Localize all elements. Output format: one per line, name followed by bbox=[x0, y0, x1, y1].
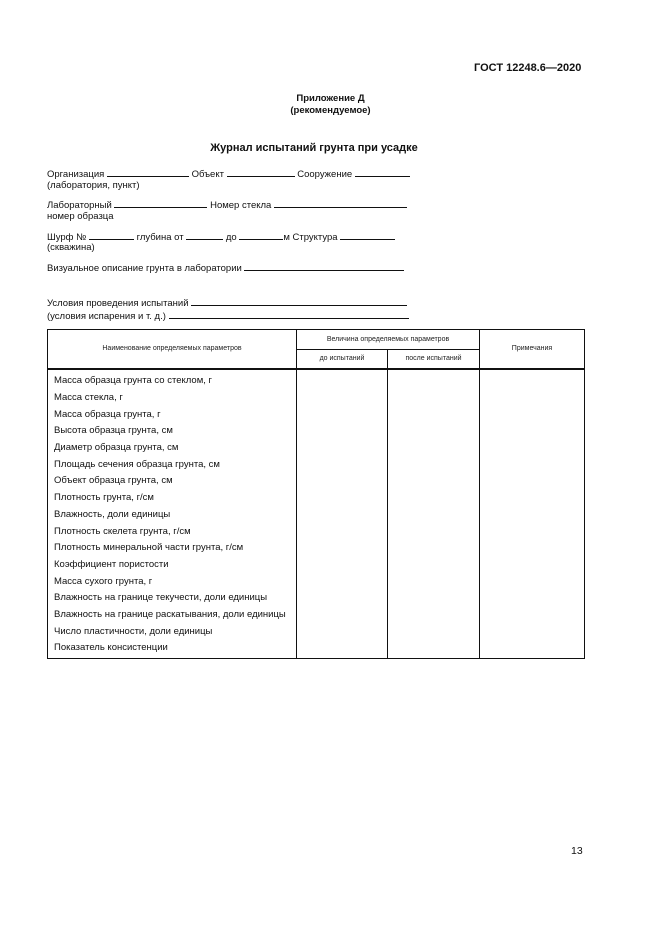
before-value-cell[interactable] bbox=[297, 640, 388, 659]
table-row bbox=[48, 589, 585, 606]
notes-cell[interactable] bbox=[480, 573, 585, 590]
depth-from-field[interactable] bbox=[186, 230, 223, 240]
after-value-cell[interactable] bbox=[388, 406, 480, 423]
param-name-cell: Влажность на границе текучести, доли единицы bbox=[48, 589, 297, 606]
before-value-cell[interactable] bbox=[297, 573, 388, 590]
before-value-cell[interactable] bbox=[297, 556, 388, 573]
journal-table bbox=[47, 329, 585, 659]
before-value-cell[interactable] bbox=[297, 423, 388, 440]
param-name-cell: Площадь сечения образца грунта, см bbox=[48, 456, 297, 473]
test-conditions-label: Условия проведения испытаний bbox=[47, 298, 189, 309]
param-name-cell: Масса образца грунта со стеклом, г bbox=[48, 369, 297, 390]
table-row bbox=[48, 369, 585, 390]
journal-title: Журнал испытаний грунта при усадке bbox=[210, 142, 418, 154]
after-value-cell[interactable] bbox=[388, 523, 480, 540]
structure-type-field[interactable] bbox=[340, 230, 395, 240]
header-notes: Примечания bbox=[480, 330, 585, 369]
table-row bbox=[48, 640, 585, 659]
depth-to-field[interactable] bbox=[239, 230, 283, 240]
header-after: после испытаний bbox=[388, 350, 480, 369]
param-name-cell: Высота образца грунта, см bbox=[48, 423, 297, 440]
header-value: Величина определяемых параметров bbox=[297, 330, 480, 350]
notes-cell[interactable] bbox=[480, 473, 585, 490]
borehole-note: (скважина) bbox=[47, 242, 95, 253]
lab-point-note: (лаборатория, пункт) bbox=[47, 180, 140, 191]
table-row bbox=[48, 439, 585, 456]
test-conditions-note-field[interactable] bbox=[169, 309, 409, 319]
param-name-cell: Объект образца грунта, см bbox=[48, 473, 297, 490]
after-value-cell[interactable] bbox=[388, 456, 480, 473]
table-row bbox=[48, 423, 585, 440]
form-line-test-conditions-note bbox=[47, 309, 409, 322]
notes-cell[interactable] bbox=[480, 369, 585, 390]
param-name-cell: Плотность скелета грунта, г/см bbox=[48, 523, 297, 540]
after-value-cell[interactable] bbox=[388, 389, 480, 406]
notes-cell[interactable] bbox=[480, 589, 585, 606]
form-line-pit bbox=[47, 230, 395, 243]
form-line-lab-number bbox=[47, 198, 407, 211]
after-value-cell[interactable] bbox=[388, 439, 480, 456]
pit-label: Шурф № bbox=[47, 232, 87, 243]
form-line-organization bbox=[47, 167, 410, 180]
table-row bbox=[48, 606, 585, 623]
test-conditions-field[interactable] bbox=[191, 296, 407, 306]
before-value-cell[interactable] bbox=[297, 606, 388, 623]
notes-cell[interactable] bbox=[480, 439, 585, 456]
notes-cell[interactable] bbox=[480, 389, 585, 406]
form-line-visual-description bbox=[47, 261, 404, 274]
before-value-cell[interactable] bbox=[297, 489, 388, 506]
page-number: 13 bbox=[571, 845, 583, 857]
table-row bbox=[48, 506, 585, 523]
notes-cell[interactable] bbox=[480, 606, 585, 623]
after-value-cell[interactable] bbox=[388, 369, 480, 390]
after-value-cell[interactable] bbox=[388, 606, 480, 623]
visual-description-label: Визуальное описание грунта в лаборатории bbox=[47, 263, 242, 274]
notes-cell[interactable] bbox=[480, 523, 585, 540]
glass-number-label: Номер стекла bbox=[210, 200, 272, 211]
before-value-cell[interactable] bbox=[297, 523, 388, 540]
before-value-cell[interactable] bbox=[297, 589, 388, 606]
before-value-cell[interactable] bbox=[297, 623, 388, 640]
after-value-cell[interactable] bbox=[388, 539, 480, 556]
table-row bbox=[48, 523, 585, 540]
before-value-cell[interactable] bbox=[297, 456, 388, 473]
param-name-cell: Масса сухого грунта, г bbox=[48, 573, 297, 590]
table-row bbox=[48, 389, 585, 406]
table-row bbox=[48, 623, 585, 640]
header-param: Наименование определяемых параметров bbox=[48, 330, 297, 369]
notes-cell[interactable] bbox=[480, 623, 585, 640]
before-value-cell[interactable] bbox=[297, 539, 388, 556]
table-row bbox=[48, 489, 585, 506]
organization-label: Организация bbox=[47, 169, 105, 180]
appendix-title: Приложение Д bbox=[296, 93, 365, 104]
depth-to-label: до bbox=[225, 232, 237, 243]
param-name-cell: Показатель консистенции bbox=[48, 640, 297, 659]
notes-cell[interactable] bbox=[480, 489, 585, 506]
after-value-cell[interactable] bbox=[388, 473, 480, 490]
meter-label: м bbox=[283, 232, 290, 243]
notes-cell[interactable] bbox=[480, 556, 585, 573]
param-name-cell: Коэффициент пористости bbox=[48, 556, 297, 573]
lab-number-label: Лабораторный bbox=[47, 200, 112, 211]
test-conditions-note: (условия испарения и т. д.) bbox=[47, 311, 166, 322]
object-field[interactable] bbox=[227, 167, 295, 177]
after-value-cell[interactable] bbox=[388, 506, 480, 523]
notes-cell[interactable] bbox=[480, 456, 585, 473]
notes-cell[interactable] bbox=[480, 406, 585, 423]
before-value-cell[interactable] bbox=[297, 389, 388, 406]
after-value-cell[interactable] bbox=[388, 623, 480, 640]
object-label: Объект bbox=[191, 169, 224, 180]
notes-cell[interactable] bbox=[480, 423, 585, 440]
param-name-cell: Плотность минеральной части грунта, г/см bbox=[48, 539, 297, 556]
appendix-heading bbox=[0, 93, 661, 117]
organization-field[interactable] bbox=[107, 167, 189, 177]
header-before: до испытаний bbox=[297, 350, 388, 369]
param-name-cell: Влажность на границе раскатывания, доли единицы bbox=[48, 606, 297, 623]
appendix-subtitle: (рекомендуемое) bbox=[290, 105, 371, 116]
after-value-cell[interactable] bbox=[388, 573, 480, 590]
before-value-cell[interactable] bbox=[297, 473, 388, 490]
param-name-cell: Число пластичности, доли единицы bbox=[48, 623, 297, 640]
table-row bbox=[48, 573, 585, 590]
lab-number-field[interactable] bbox=[114, 198, 207, 208]
after-value-cell[interactable] bbox=[388, 489, 480, 506]
glass-number-field[interactable] bbox=[274, 198, 407, 208]
table-row bbox=[48, 556, 585, 573]
param-name-cell: Масса образца грунта, г bbox=[48, 406, 297, 423]
notes-cell[interactable] bbox=[480, 539, 585, 556]
before-value-cell[interactable] bbox=[297, 406, 388, 423]
param-name-cell: Диаметр образца грунта, см bbox=[48, 439, 297, 456]
table-row bbox=[48, 456, 585, 473]
structure-field[interactable] bbox=[355, 167, 410, 177]
standard-number: ГОСТ 12248.6—2020 bbox=[474, 62, 582, 74]
visual-description-field[interactable] bbox=[244, 261, 404, 271]
before-value-cell[interactable] bbox=[297, 369, 388, 390]
table-row bbox=[48, 406, 585, 423]
table-row bbox=[48, 539, 585, 556]
before-value-cell[interactable] bbox=[297, 506, 388, 523]
after-value-cell[interactable] bbox=[388, 556, 480, 573]
pit-field[interactable] bbox=[89, 230, 134, 240]
param-name-cell: Масса стекла, г bbox=[48, 389, 297, 406]
after-value-cell[interactable] bbox=[388, 640, 480, 659]
sample-number-note: номер образца bbox=[47, 211, 114, 222]
notes-cell[interactable] bbox=[480, 640, 585, 659]
depth-from-label: глубина от bbox=[136, 232, 184, 243]
param-name-cell: Влажность, доли единицы bbox=[48, 506, 297, 523]
notes-cell[interactable] bbox=[480, 506, 585, 523]
structure-label: Сооружение bbox=[297, 169, 353, 180]
after-value-cell[interactable] bbox=[388, 423, 480, 440]
table-row bbox=[48, 473, 585, 490]
before-value-cell[interactable] bbox=[297, 439, 388, 456]
after-value-cell[interactable] bbox=[388, 589, 480, 606]
structure-type-label: Структура bbox=[292, 232, 338, 243]
param-name-cell: Плотность грунта, г/см bbox=[48, 489, 297, 506]
form-line-test-conditions bbox=[47, 296, 407, 309]
